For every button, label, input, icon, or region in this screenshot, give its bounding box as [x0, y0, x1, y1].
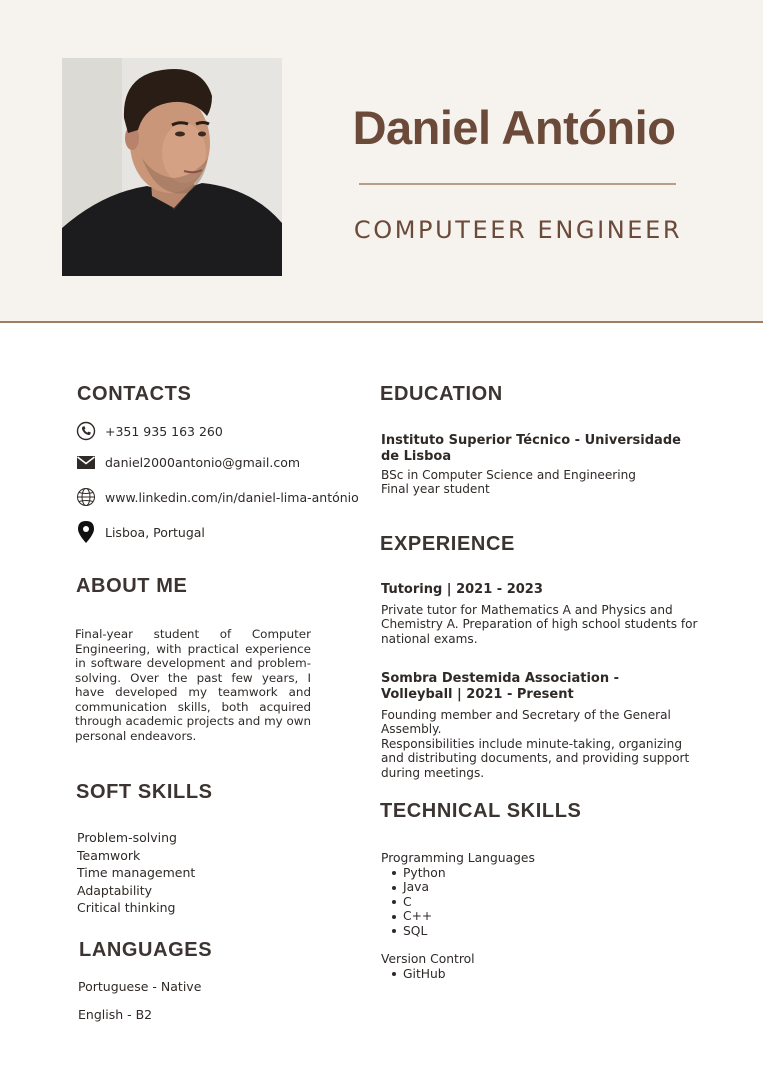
experience-title-association: Sombra Destemida Association - Volleyball | 2021 - Present	[381, 671, 620, 702]
list-item: Critical thinking	[77, 900, 176, 915]
contact-email	[75, 450, 300, 474]
linkedin-url: www.linkedin.com/in/daniel-lima-antónio	[105, 489, 359, 505]
about-text: Final-year student of Computer Engineering, with practical experience in software development and problem-solving. Over the past few years, I have developed my teamwork and communication skills, both acquired through academic projects and my own personal endeavors.	[75, 627, 312, 743]
experience-heading: EXPERIENCE	[380, 533, 515, 555]
full-name: Daniel António	[352, 101, 676, 154]
education-heading: EDUCATION	[380, 383, 503, 405]
group-label: Programming Languages	[381, 851, 535, 865]
language-english: English - B2	[78, 1007, 153, 1022]
education-status: Final year student	[381, 482, 490, 496]
header-band	[0, 0, 763, 323]
contacts-heading: CONTACTS	[77, 383, 192, 405]
group-label: Version Control	[381, 952, 475, 966]
technical-skills-heading: TECHNICAL SKILLS	[380, 800, 582, 822]
list-item: Python	[391, 866, 535, 881]
list-item: SQL	[391, 924, 535, 939]
profile-photo	[62, 58, 282, 276]
experience-description-association-1: Founding member and Secretary of the General Assembly.	[381, 708, 671, 737]
list-item: Java	[391, 880, 535, 895]
experience-title-tutoring: Tutoring | 2021 - 2023	[381, 582, 543, 597]
soft-skills-list	[77, 829, 195, 917]
phone-number: +351 935 163 260	[105, 423, 223, 439]
location-pin-icon	[75, 521, 97, 543]
contact-phone	[75, 419, 223, 443]
contact-location	[75, 520, 205, 544]
programming-languages-group	[381, 851, 535, 938]
location: Lisboa, Portugal	[105, 524, 205, 540]
list-item: C++	[391, 909, 535, 924]
list-item: GitHub	[391, 967, 475, 982]
education-degree: BSc in Computer Science and Engineering	[381, 468, 636, 482]
version-control-group	[381, 952, 475, 981]
globe-icon	[75, 486, 97, 508]
job-title: COMPUTEER ENGINEER	[353, 216, 683, 244]
education-institution: Instituto Superior Técnico - Universidade de Lisboa	[381, 433, 681, 464]
list-item: C	[391, 895, 535, 910]
list-item: Time management	[77, 865, 196, 880]
contact-website	[75, 485, 359, 509]
list-item: Problem-solving	[77, 830, 177, 845]
soft-skills-heading: SOFT SKILLS	[76, 781, 213, 803]
mail-icon	[75, 451, 97, 473]
phone-icon	[75, 420, 97, 442]
about-heading: ABOUT ME	[76, 575, 188, 597]
languages-heading: LANGUAGES	[79, 939, 213, 961]
email-address: daniel2000antonio@gmail.com	[105, 454, 301, 470]
experience-description-association-2: Responsibilities include minute-taking, organizing and distributing documents, and providing support during meetings.	[381, 737, 690, 780]
language-portuguese: Portuguese - Native	[78, 979, 202, 994]
list-item: Adaptability	[77, 882, 153, 898]
title-divider	[359, 183, 676, 185]
list-item: Teamwork	[77, 847, 141, 863]
experience-description-tutoring: Private tutor for Mathematics A and Physics and Chemistry A. Preparation of high school students for national exams.	[381, 603, 698, 646]
